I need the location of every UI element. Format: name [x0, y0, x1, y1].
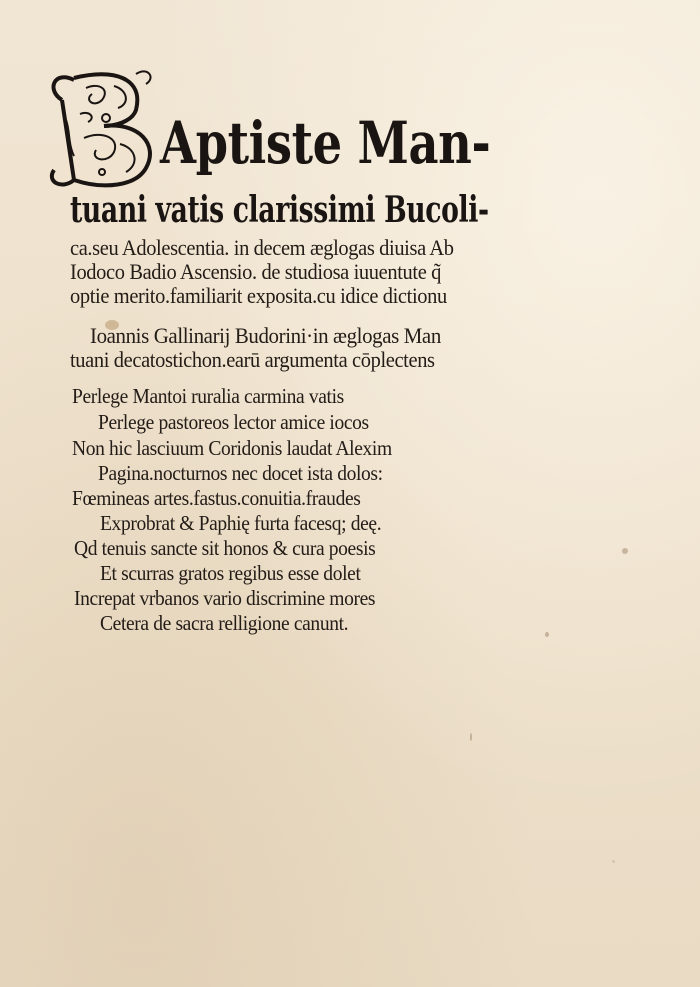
- decorated-initial-b-icon: [44, 60, 162, 192]
- subtitle-line-2: Iodoco Badio Ascensio. de studiosa iuuentute q̃: [70, 259, 442, 284]
- verse-line: Perlege pastoreos lector amice iocos: [98, 410, 369, 434]
- verse-line: Fœmineas artes.fastus.conuitia.fraudes: [72, 486, 361, 510]
- subtitle-line-3: optie merito.familiarit exposita.cu idice dictionu: [70, 283, 447, 308]
- foxing-spot: [622, 548, 628, 554]
- subtitle-line-1: ca.seu Adolescentia. in decem æglogas diuisa Ab: [70, 235, 454, 260]
- decastichon-line-2: tuani decatostichon.earū argumenta cōplectens: [70, 347, 435, 372]
- verse-line: Increpat vrbanos vario discrimine mores: [74, 586, 376, 610]
- verse-line: Pagina.nocturnos nec docet ista dolos:: [98, 461, 383, 485]
- title-line-1: Aptiste Man-: [160, 109, 491, 177]
- verse-line: Qd tenuis sancte sit honos & cura poesis: [74, 536, 376, 560]
- verse-line: Cetera de sacra relligione canunt.: [100, 611, 349, 635]
- foxing-spot: [545, 632, 549, 637]
- foxing-spot: [612, 860, 615, 863]
- verse-line: Non hic lasciuum Coridonis laudat Alexim: [72, 436, 392, 460]
- decastichon-line-1: Ioannis Gallinarij Budorini·in æglogas Man: [90, 323, 441, 348]
- verse-line: Perlege Mantoi ruralia carmina vatis: [72, 384, 344, 408]
- foxing-spot: [470, 733, 472, 741]
- verse-line: Et scurras gratos regibus esse dolet: [100, 561, 361, 585]
- title-line-2: tuani vatis clarissimi Bucoli-: [70, 189, 489, 231]
- verse-line: Exprobrat & Paphię furta facesq; deę.: [100, 511, 382, 535]
